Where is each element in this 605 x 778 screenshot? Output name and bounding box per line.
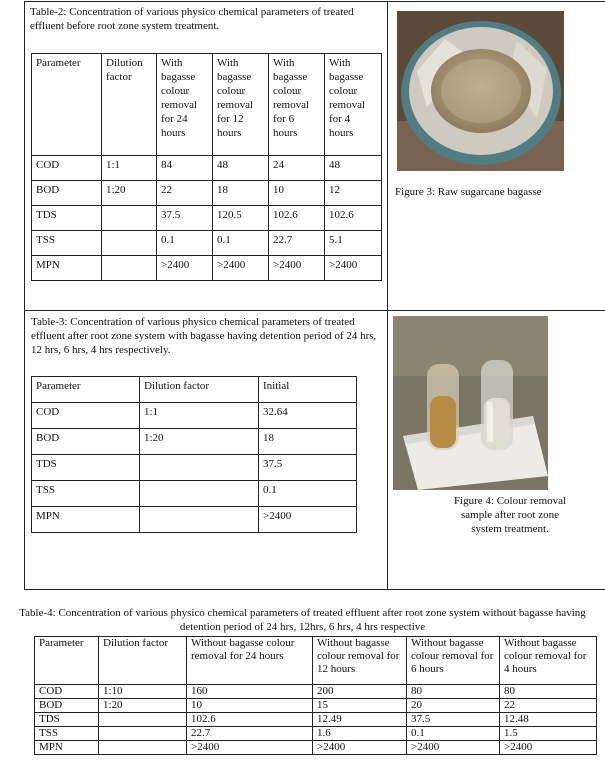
table3-caption: Table-3: Concentration of various physico chemical parameters of treated effluent after root zone system with bagasse having detention period of 24 hrs, 12 hrs, 6 hrs, 4 hrs respectively. [31,316,377,356]
table-cell: BOD [32,181,102,206]
table-row [35,685,597,699]
table-cell: 18 [213,181,269,206]
table-row [35,727,597,741]
header-cell: Dilution factor [140,377,259,403]
header-cell: Without bagasse colour removal for 12 hours [313,637,407,685]
table-cell: 80 [407,685,500,699]
table-cell [99,713,187,727]
table-row [32,181,382,206]
table-cell: 12.49 [313,713,407,727]
table-cell: >2400 [313,741,407,755]
table-cell: 22.7 [187,727,313,741]
table-cell: MPN [32,507,140,533]
table4-caption-line: detention period of 24 hrs, 12hrs, 6 hrs, 4 hrs respective [179,621,426,633]
table-cell [102,231,157,256]
table-row [35,741,597,755]
header-row [35,637,597,685]
table-cell [99,741,187,755]
table-row [32,429,357,455]
table-cell: 102.6 [187,713,313,727]
header-row [32,377,357,403]
table-cell: 1:1 [102,156,157,181]
table-cell: 1:1 [140,403,259,429]
table2-caption: Table-2: Concentration of various physico chemical parameters of treated effluent before root zone system treatment. [30,6,354,32]
table-cell: 10 [187,699,313,713]
table-cell: TDS [35,713,99,727]
figure4-caption-line: Figure 4: Colour removal [453,495,567,507]
table-row [35,699,597,713]
figure4-caption-line: system treatment. [471,523,549,535]
table-cell [102,206,157,231]
table-cell: >2400 [325,256,382,281]
table-cell: >2400 [407,741,500,755]
table-cell: 102.6 [325,206,382,231]
header-row [32,54,382,156]
header-cell: Dilution factor [102,54,157,156]
table-cell: 1:20 [140,429,259,455]
table-cell: 1:20 [102,181,157,206]
table-cell: MPN [32,256,102,281]
table-cell: >2400 [269,256,325,281]
table-cell: 0.1 [407,727,500,741]
table-cell: 0.1 [213,231,269,256]
header-cell: Parameter [32,54,102,156]
table4-caption-line: Table-4: Concentration of various physico chemical parameters of treated effluent after root zone system without bagasse having [19,607,586,619]
table-cell: 32.64 [259,403,357,429]
header-cell: With bagasse colour removal for 6 hours [269,54,325,156]
table-cell: 1:10 [99,685,187,699]
table-row [32,507,357,533]
table-cell: 0.1 [157,231,213,256]
figure4-caption [430,494,590,536]
table-cell [99,727,187,741]
table-cell: 80 [500,685,597,699]
table-cell: 1:20 [99,699,187,713]
table-cell: >2400 [213,256,269,281]
header-cell: Dilution factor [99,637,187,685]
table4 [34,636,597,755]
table-row [32,231,382,256]
table-cell: 18 [259,429,357,455]
header-cell: With bagasse colour removal for 4 hours [325,54,382,156]
table-cell: TSS [32,231,102,256]
table4-caption [0,606,605,634]
table3 [31,376,357,533]
table-cell: >2400 [187,741,313,755]
table-cell: 1.5 [500,727,597,741]
table-cell: 0.1 [259,481,357,507]
table-cell: 37.5 [259,455,357,481]
table-cell [140,507,259,533]
header-cell: Initial [259,377,357,403]
table-cell: >2400 [259,507,357,533]
figure3-caption: Figure 3: Raw sugarcane bagasse [395,186,542,198]
table2 [31,53,382,281]
table-cell: 22.7 [269,231,325,256]
table-cell [140,481,259,507]
figure4-caption-line: sample after root zone [460,509,560,521]
table-cell: 37.5 [157,206,213,231]
table-cell: TDS [32,206,102,231]
layout-divider-horizontal [24,310,605,311]
table-cell: BOD [32,429,140,455]
table-cell: BOD [35,699,99,713]
table-row [35,713,597,727]
table-cell: >2400 [157,256,213,281]
table-cell: COD [32,156,102,181]
table-cell: 48 [213,156,269,181]
layout-divider-vertical [387,1,388,590]
table-row [32,206,382,231]
table-cell: MPN [35,741,99,755]
header-cell: With bagasse colour removal for 24 hours [157,54,213,156]
table-cell: 24 [269,156,325,181]
table-cell: 22 [500,699,597,713]
header-cell: Without bagasse colour removal for 6 hours [407,637,500,685]
header-cell: Without bagasse colour removal for 4 hours [500,637,597,685]
figure4-image [393,316,548,490]
table-cell: 12.48 [500,713,597,727]
table-cell: 37.5 [407,713,500,727]
table-cell: 160 [187,685,313,699]
table-cell: 22 [157,181,213,206]
table-cell: 20 [407,699,500,713]
table-cell: 15 [313,699,407,713]
table-row [32,256,382,281]
table-cell: 84 [157,156,213,181]
header-cell: Parameter [35,637,99,685]
table-row [32,403,357,429]
table-cell: COD [32,403,140,429]
figure3-image [397,11,564,171]
table-cell: 12 [325,181,382,206]
table-cell: 1.6 [313,727,407,741]
table-cell: COD [35,685,99,699]
table-row [32,156,382,181]
table-row [32,481,357,507]
table-cell: 102.6 [269,206,325,231]
table-cell [140,455,259,481]
table-cell [102,256,157,281]
table-cell: TDS [32,455,140,481]
table-cell: 200 [313,685,407,699]
table-cell: 5.1 [325,231,382,256]
table-cell: TSS [35,727,99,741]
table-cell: 10 [269,181,325,206]
table-cell: TSS [32,481,140,507]
table-cell: 120.5 [213,206,269,231]
table-cell: >2400 [500,741,597,755]
table-cell: 48 [325,156,382,181]
header-cell: With bagasse colour removal for 12 hours [213,54,269,156]
header-cell: Parameter [32,377,140,403]
table-row [32,455,357,481]
header-cell: Without bagasse colour removal for 24 hours [187,637,313,685]
